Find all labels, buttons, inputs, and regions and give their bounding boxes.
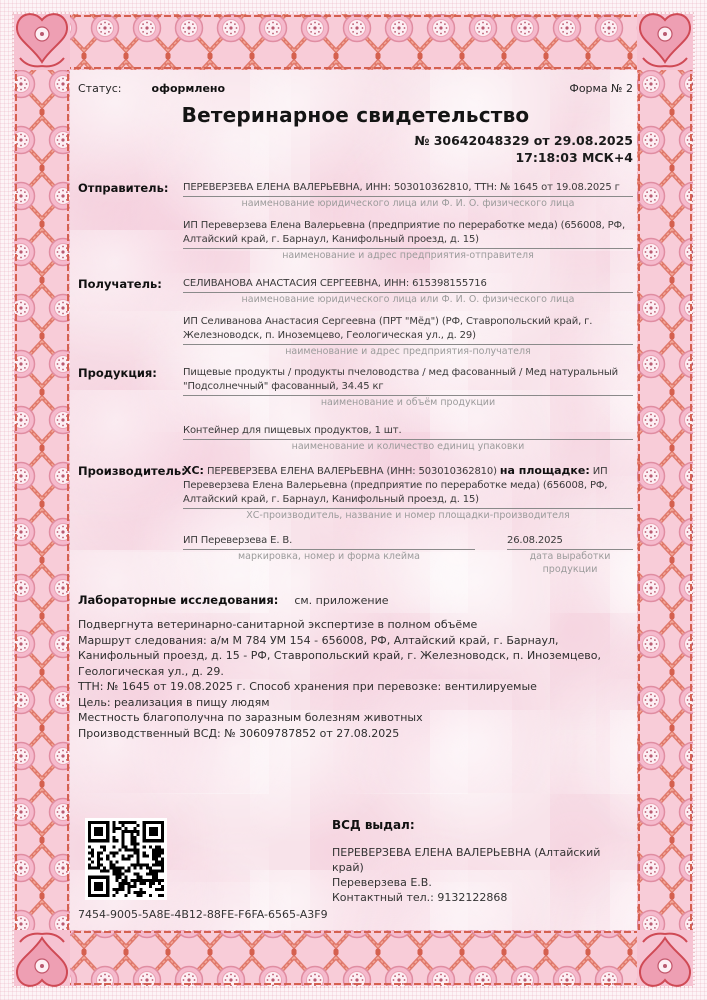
document-body (70, 70, 637, 930)
issuer-block (332, 818, 634, 905)
section-lab (78, 593, 633, 607)
issuer-org: ПЕРЕВЕРЗЕВА ЕЛЕНА ВАЛЕРЬЕВНА (Алтайский край) (332, 846, 601, 874)
producer-hs-label: ХС: (183, 464, 204, 477)
sender-address-caption: наименование и адрес предприятия-отправителя (282, 250, 534, 261)
producer-label: Производитель: (78, 464, 186, 478)
status-label: Статус: (78, 82, 122, 95)
producer-site-label: на площадке: (499, 464, 590, 477)
details-block (78, 617, 633, 741)
sender-name-caption: наименование юридического лица или Ф. И. О. физического лица (241, 198, 575, 209)
receiver-name-field: СЕЛИВАНОВА АНАСТАСИЯ СЕРГЕЕВНА, ИНН: 615398155716 (183, 277, 633, 293)
marking-field: ИП Переверзева Е. В. (183, 534, 475, 550)
receiver-address-caption: наименование и адрес предприятия-получателя (285, 346, 531, 357)
issued-by-label: ВСД выдал: (332, 818, 415, 832)
section-receiver (78, 277, 633, 358)
status (78, 82, 225, 95)
package-caption: наименование и количество единиц упаковки (291, 441, 525, 452)
receiver-name-caption: наименование юридического лица или Ф. И. О. физического лица (241, 294, 575, 305)
producer-caption: ХС-производитель, название и номер площадки-производителя (246, 510, 570, 521)
details-line: Производственный ВСД: № 30609787852 от 27.08.2025 (78, 726, 400, 740)
issuer-person: Переверзева Е.В. (332, 876, 432, 889)
sender-name-field: ПЕРЕВЕРЗЕВА ЕЛЕНА ВАЛЕРЬЕВНА, ИНН: 503010362810, ТТН: № 1645 от 19.08.2025 г (183, 181, 633, 197)
details-line: Подвергнута ветеринарно-санитарной экспертизе в полном объёме (78, 618, 478, 631)
sender-address-field: ИП Переверзева Елена Валерьевна (предприятие по переработке меда) (656008, РФ, Алтайский край, г. Барнаул, Канифольный проезд, д. 15) (183, 219, 633, 249)
status-value: оформлено (151, 82, 226, 95)
details-line: Цель: реализация в пищу людям (78, 695, 270, 709)
section-production (78, 366, 633, 453)
sender-label: Отправитель: (78, 181, 169, 195)
receiver-address-field: ИП Селиванова Анастасия Сергеевна (ПРТ "Мёд") (РФ, Ставропольский край, г. Железноводск, п. Иноземцево, Геологическая ул., д. 29) (183, 315, 633, 345)
marking-row (183, 534, 633, 576)
details-line: Местность благополучна по заразным болезням животных (78, 711, 423, 724)
product-caption: наименование и объём продукции (320, 397, 496, 408)
production-date-col (507, 534, 633, 576)
doc-number-block (78, 132, 633, 166)
producer-hs-value: ПЕРЕВЕРЗЕВА ЕЛЕНА ВАЛЕРЬЕВНА (ИНН: 503010362810) (206, 466, 497, 477)
producer-field (183, 464, 633, 509)
section-producer (78, 464, 633, 576)
section-sender (78, 181, 633, 262)
issuer-contact: Контактный тел.: 9132122868 (332, 891, 508, 904)
lab-value: см. приложение (294, 594, 389, 607)
production-fields (183, 366, 633, 453)
qr-code-text: 7454-9005-5A8E-4B12-88FE-F6FA-6565-A3F9 (78, 908, 328, 921)
details-line: ТТН: № 1645 от 19.08.2025 г. Способ хранения при перевозке: вентилируемые (78, 680, 537, 693)
production-label: Продукция: (78, 366, 157, 380)
doc-time: 17:18:03 МСК+4 (515, 150, 633, 165)
receiver-label: Получатель: (78, 277, 162, 291)
production-date-caption: дата выработки продукции (529, 551, 611, 575)
details-line: Маршрут следования: а/м М 784 УМ 154 - 656008, РФ, Алтайский край, г. Барнаул, Канифольный проезд, д. 15 - РФ, Ставропольский край, г. Железноводск, п. Иноземцево, Геологическая ул., д. 29. (78, 633, 601, 678)
marking-col (183, 534, 475, 576)
qr-code-icon (85, 818, 167, 900)
product-field: Пищевые продукты / продукты пчеловодства / мед фасованный / Мед натуральный "Подсолнечный" фасованный, 34.45 кг (183, 366, 633, 396)
sender-fields (183, 181, 633, 262)
form-number: Форма № 2 (569, 82, 633, 95)
producer-fields (183, 464, 633, 576)
page-title: Ветеринарное свидетельство (181, 103, 530, 127)
status-row (78, 82, 633, 95)
package-field: Контейнер для пищевых продуктов, 1 шт. (183, 424, 633, 440)
marking-caption: маркировка, номер и форма клейма (237, 551, 421, 562)
producer-site-value: ИП Переверзева Елена Валерьевна (предприятие по переработке меда) (656008, РФ, Алтайский край, г. Барнаул, Канифольный проезд, д. 15) (183, 466, 608, 505)
lab-label: Лабораторные исследования: (78, 593, 279, 607)
production-date-field: 26.08.2025 (507, 534, 633, 550)
doc-number: № 30642048329 от 29.08.2025 (414, 133, 633, 148)
receiver-fields (183, 277, 633, 358)
